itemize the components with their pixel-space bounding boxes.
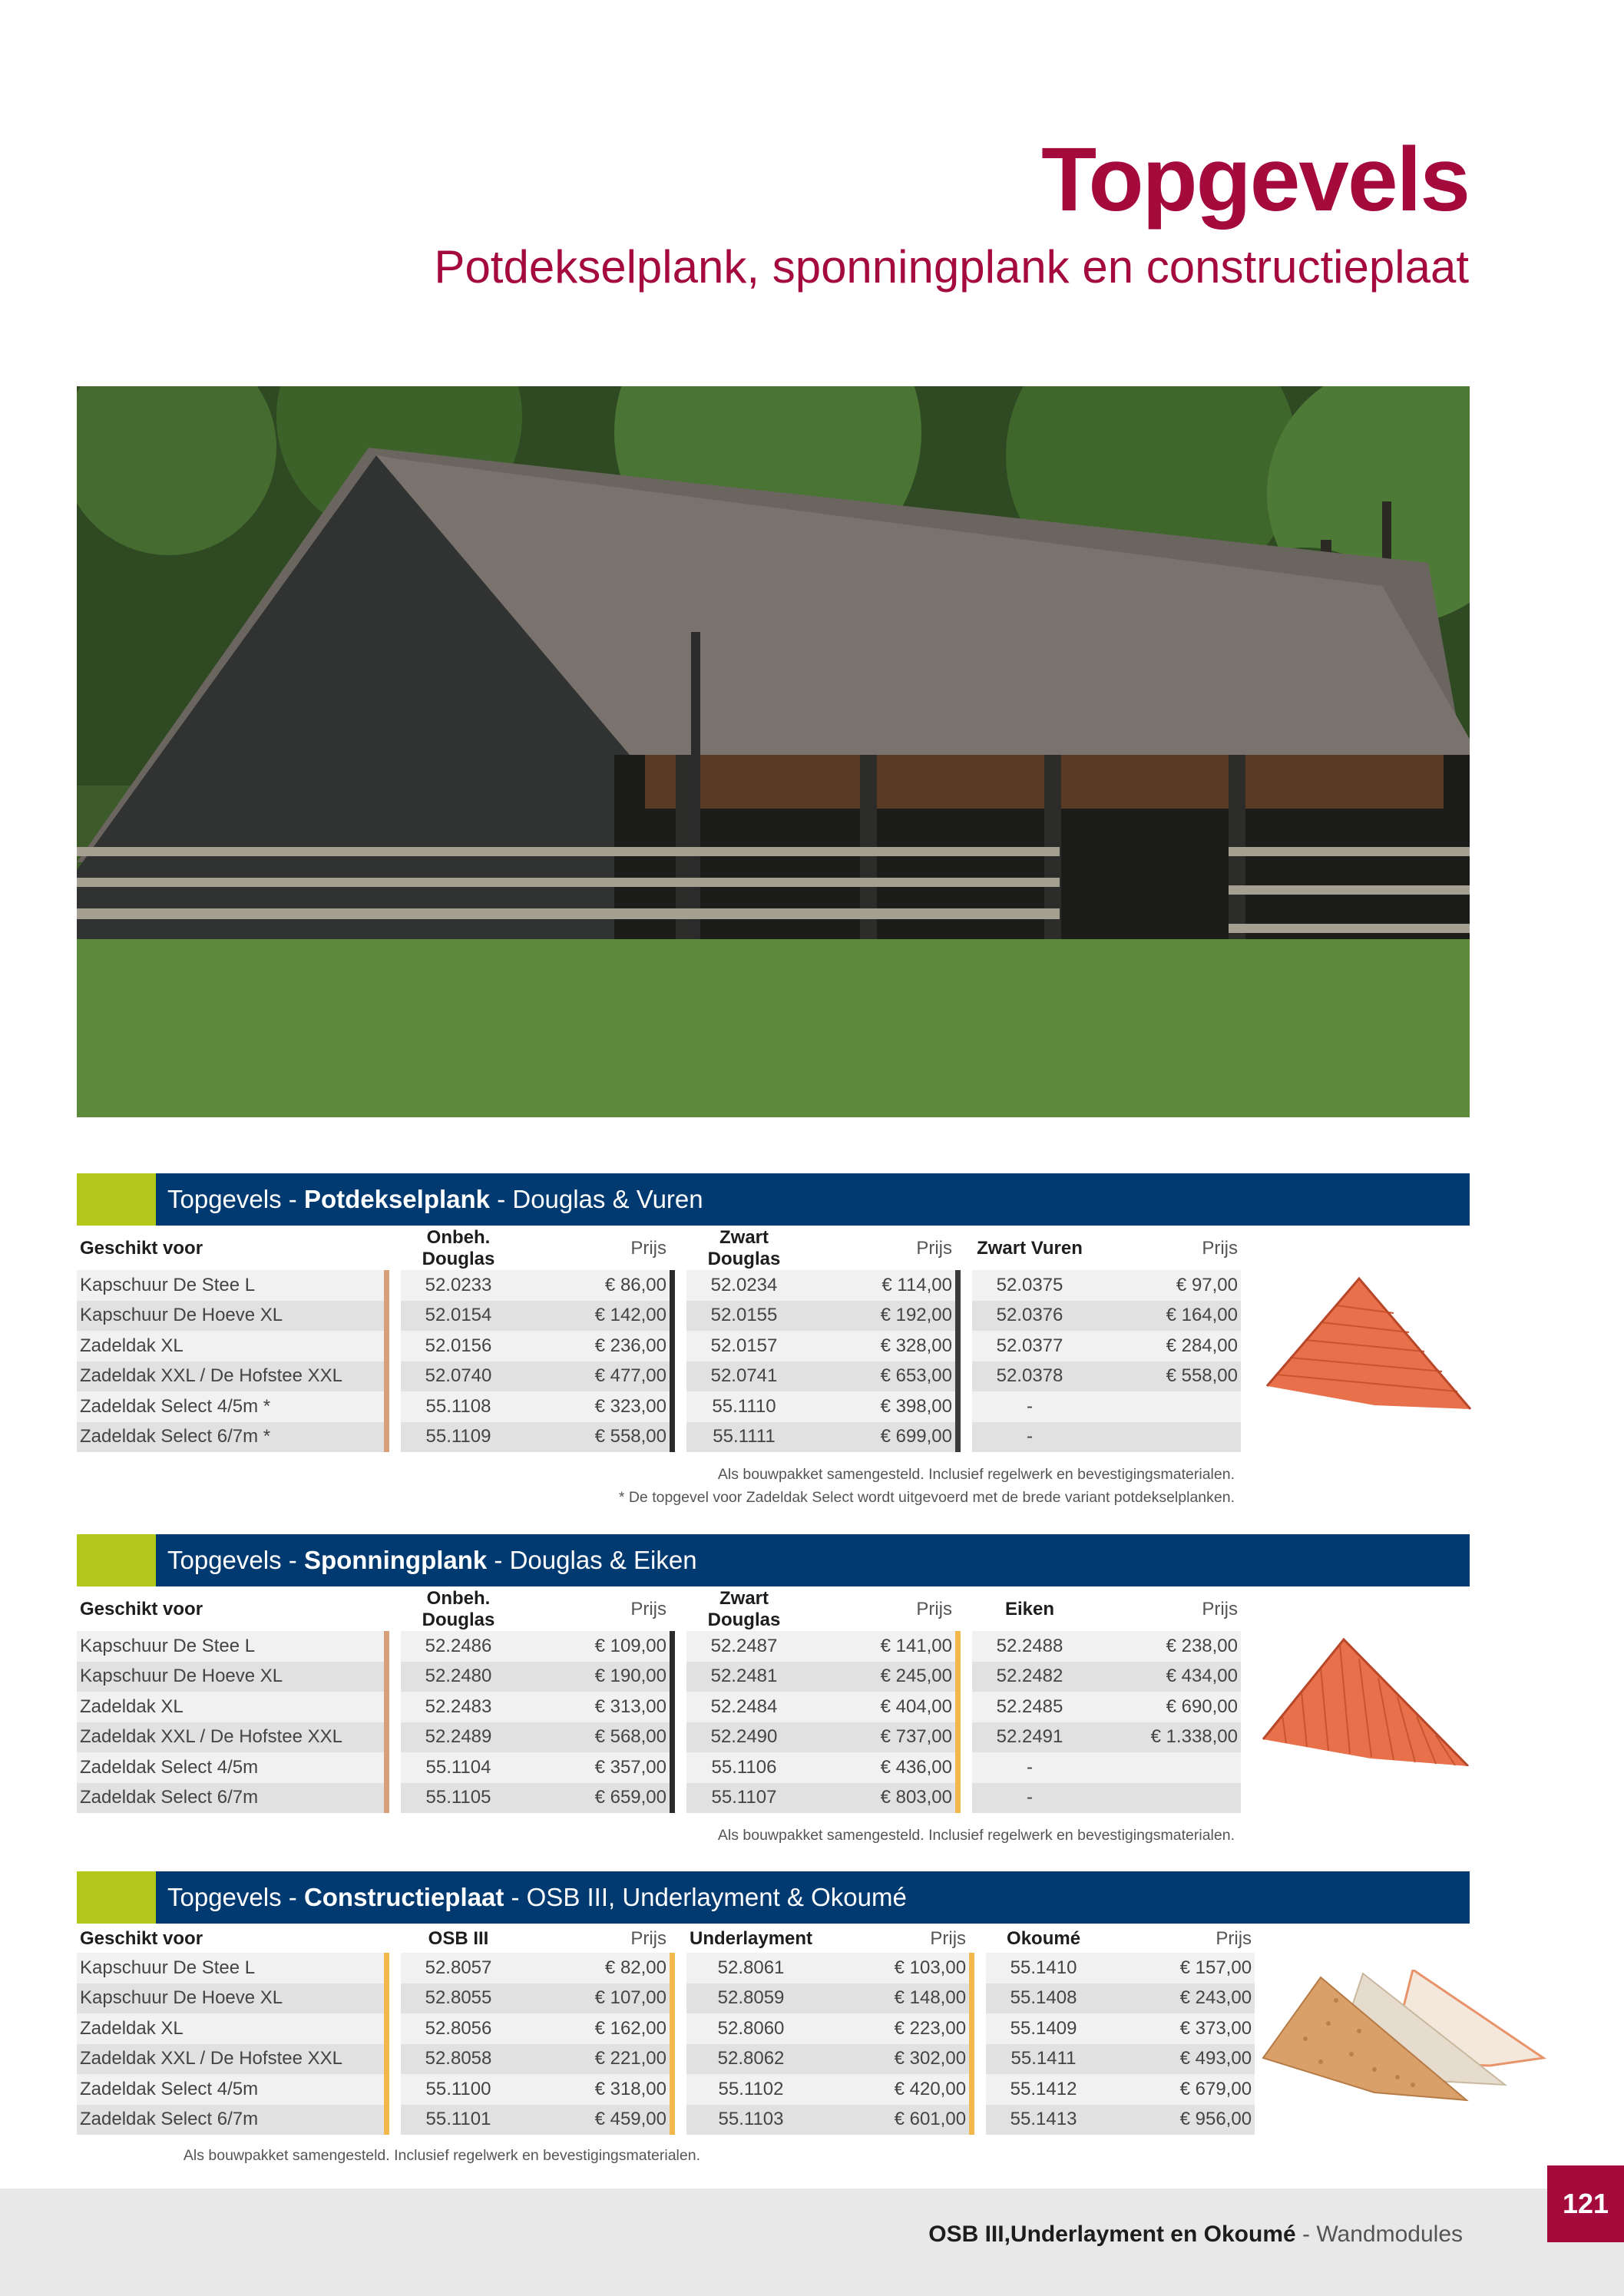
column-divider <box>670 1422 675 1453</box>
table-row <box>77 1270 1241 1301</box>
article-code: 52.2482 <box>972 1662 1087 1692</box>
article-code: 52.0375 <box>972 1270 1087 1301</box>
price-value: € 737,00 <box>802 1722 955 1753</box>
column-divider <box>670 2105 675 2136</box>
product-name: Zadeldak Select 4/5m <box>77 2074 384 2105</box>
price-value: € 157,00 <box>1101 1953 1255 1983</box>
col-header: Prijs <box>930 1928 967 1949</box>
article-code: 52.2480 <box>401 1662 516 1692</box>
col-header: OSB III <box>428 1928 489 1949</box>
price-value: € 109,00 <box>516 1631 670 1662</box>
price-value: € 956,00 <box>1101 2105 1255 2136</box>
price-value: € 803,00 <box>802 1783 955 1814</box>
column-divider <box>384 1722 389 1753</box>
article-code: 52.0377 <box>972 1331 1087 1361</box>
price-value: € 245,00 <box>802 1662 955 1692</box>
column-divider <box>670 1722 675 1753</box>
col-header: Prijs <box>630 1928 666 1949</box>
article-code: 52.0378 <box>972 1361 1087 1392</box>
article-code: 55.1104 <box>401 1752 516 1783</box>
article-code: 52.2491 <box>972 1722 1087 1753</box>
col-header: Underlayment <box>690 1928 813 1949</box>
product-name: Zadeldak Select 6/7m <box>77 2105 384 2136</box>
article-code: 52.8058 <box>401 2044 516 2075</box>
table-row <box>77 1331 1241 1361</box>
column-divider <box>384 1391 389 1422</box>
price-value: € 568,00 <box>516 1722 670 1753</box>
price-value: € 114,00 <box>802 1270 955 1301</box>
article-code: 52.8059 <box>686 1983 815 2014</box>
barn-photo <box>77 386 1470 1117</box>
article-code: 55.1411 <box>986 2044 1101 2075</box>
price-table <box>77 1227 1241 1452</box>
column-divider <box>955 1361 961 1392</box>
product-name: Kapschuur De Hoeve XL <box>77 1983 384 2014</box>
article-code: 52.0740 <box>401 1361 516 1392</box>
col-header: Zwart Vuren <box>977 1238 1083 1259</box>
price-value: € 477,00 <box>516 1361 670 1392</box>
col-header: Prijs <box>916 1238 952 1259</box>
article-code: - <box>972 1391 1087 1422</box>
section-header <box>77 1871 1470 1924</box>
column-divider <box>670 1662 675 1692</box>
col-header: Prijs <box>1202 1238 1238 1259</box>
price-value: € 328,00 <box>802 1331 955 1361</box>
column-divider <box>670 1391 675 1422</box>
column-divider <box>670 1953 675 1983</box>
column-divider <box>670 2074 675 2105</box>
product-name: Zadeldak XL <box>77 2013 384 2044</box>
price-value: € 302,00 <box>815 2044 969 2075</box>
price-value: € 690,00 <box>1087 1692 1241 1722</box>
price-value: € 82,00 <box>516 1953 670 1983</box>
article-code: 55.1103 <box>686 2105 815 2136</box>
price-value: € 236,00 <box>516 1331 670 1361</box>
table-row <box>77 1391 1241 1422</box>
price-value <box>1087 1783 1241 1814</box>
table-row <box>77 1722 1241 1753</box>
column-divider <box>955 1752 961 1783</box>
article-code: 52.2489 <box>401 1722 516 1753</box>
column-divider <box>670 1270 675 1301</box>
table-row <box>77 1983 1255 2014</box>
product-name: Kapschuur De Stee L <box>77 1953 384 1983</box>
article-code: 55.1105 <box>401 1783 516 1814</box>
price-value: € 284,00 <box>1087 1331 1241 1361</box>
col-header: Onbeh. Douglas <box>422 1227 495 1269</box>
col-header: Geschikt voor <box>80 1238 203 1259</box>
product-name: Kapschuur De Hoeve XL <box>77 1662 384 1692</box>
table-row <box>77 1361 1241 1392</box>
column-divider <box>969 1983 974 2014</box>
product-name: Zadeldak Select 6/7m <box>77 1783 384 1814</box>
article-code: 52.2490 <box>686 1722 802 1753</box>
article-code: 52.0234 <box>686 1270 802 1301</box>
article-code: 55.1408 <box>986 1983 1101 2014</box>
column-divider <box>384 1662 389 1692</box>
price-value: € 493,00 <box>1101 2044 1255 2075</box>
price-value: € 699,00 <box>802 1422 955 1453</box>
section-title: Topgevels - Potdekselplank - Douglas & Vuren <box>167 1185 703 1213</box>
product-name: Kapschuur De Stee L <box>77 1270 384 1301</box>
article-code: 55.1410 <box>986 1953 1101 1983</box>
table-row <box>77 2074 1255 2105</box>
article-code: 52.2485 <box>972 1692 1087 1722</box>
section-header <box>77 1534 1470 1586</box>
price-value: € 313,00 <box>516 1692 670 1722</box>
article-code: 55.1100 <box>401 2074 516 2105</box>
column-divider <box>384 1331 389 1361</box>
column-divider <box>670 1631 675 1662</box>
column-divider <box>670 2013 675 2044</box>
article-code: 52.0376 <box>972 1301 1087 1332</box>
footnote: Als bouwpakket samengesteld. Inclusief regelwerk en bevestigingsmaterialen. <box>717 1827 1235 1844</box>
section-title: Topgevels - Sponningplank - Douglas & Eiken <box>167 1546 697 1574</box>
table-row <box>77 1692 1241 1722</box>
column-divider <box>384 1422 389 1453</box>
column-divider <box>670 2044 675 2075</box>
col-header: Prijs <box>1202 1599 1238 1619</box>
col-header: Eiken <box>1004 1599 1055 1619</box>
price-value: € 148,00 <box>815 1983 969 2014</box>
product-name: Zadeldak XXL / De Hofstee XXL <box>77 1722 384 1753</box>
price-value: € 420,00 <box>815 2074 969 2105</box>
price-value: € 357,00 <box>516 1752 670 1783</box>
article-code: 55.1109 <box>401 1422 516 1453</box>
column-divider <box>670 1361 675 1392</box>
price-value: € 86,00 <box>516 1270 670 1301</box>
price-value <box>1087 1752 1241 1783</box>
column-divider <box>955 1391 961 1422</box>
potdekselplank-gable-illustration <box>1259 1275 1474 1413</box>
price-value: € 601,00 <box>815 2105 969 2136</box>
article-code: 52.0233 <box>401 1270 516 1301</box>
footer-text: OSB III,Underlayment en Okoumé - Wandmodules <box>928 2222 1463 2247</box>
price-value: € 434,00 <box>1087 1662 1241 1692</box>
price-value: € 436,00 <box>802 1752 955 1783</box>
price-value: € 318,00 <box>516 2074 670 2105</box>
article-code: - <box>972 1752 1087 1783</box>
article-code: 52.0156 <box>401 1331 516 1361</box>
section-accent <box>77 1173 156 1226</box>
column-divider <box>969 1953 974 1983</box>
col-header: Prijs <box>630 1238 666 1259</box>
constructieplaat-gable-illustration <box>1259 1970 1551 2108</box>
column-divider <box>955 1301 961 1332</box>
article-code: 55.1110 <box>686 1391 802 1422</box>
column-divider <box>384 1783 389 1814</box>
column-divider <box>384 2105 389 2136</box>
column-divider <box>670 1692 675 1722</box>
article-code: 52.2488 <box>972 1631 1087 1662</box>
column-divider <box>969 2044 974 2075</box>
article-code: 52.0155 <box>686 1301 802 1332</box>
column-divider <box>384 2074 389 2105</box>
column-divider <box>955 1331 961 1361</box>
price-value: € 243,00 <box>1101 1983 1255 2014</box>
col-header: Zwart Douglas <box>707 1227 781 1269</box>
table-row <box>77 1783 1241 1814</box>
price-value: € 190,00 <box>516 1662 670 1692</box>
section-header <box>77 1173 1470 1226</box>
product-name: Zadeldak Select 4/5m <box>77 1752 384 1783</box>
page-title: Topgevels <box>1041 129 1469 230</box>
table-row <box>77 1752 1241 1783</box>
column-divider <box>384 1270 389 1301</box>
price-value: € 192,00 <box>802 1301 955 1332</box>
section-accent <box>77 1534 156 1586</box>
article-code: 52.2486 <box>401 1631 516 1662</box>
column-divider <box>384 1983 389 2014</box>
price-value: € 223,00 <box>815 2013 969 2044</box>
price-value: € 142,00 <box>516 1301 670 1332</box>
article-code: 52.0157 <box>686 1331 802 1361</box>
product-name: Kapschuur De Hoeve XL <box>77 1301 384 1332</box>
table-row <box>77 2044 1255 2075</box>
column-divider <box>969 2074 974 2105</box>
price-value: € 679,00 <box>1101 2074 1255 2105</box>
price-value: € 323,00 <box>516 1391 670 1422</box>
product-name: Zadeldak XXL / De Hofstee XXL <box>77 1361 384 1392</box>
column-divider <box>955 1631 961 1662</box>
product-name: Zadeldak XL <box>77 1692 384 1722</box>
column-divider <box>384 1752 389 1783</box>
article-code: 55.1101 <box>401 2105 516 2136</box>
column-divider <box>955 1783 961 1814</box>
table-row <box>77 1953 1255 1983</box>
article-code: 55.1409 <box>986 2013 1101 2044</box>
price-value <box>1087 1391 1241 1422</box>
column-divider <box>670 1331 675 1361</box>
column-divider <box>670 1983 675 2014</box>
product-name: Zadeldak Select 4/5m * <box>77 1391 384 1422</box>
price-value: € 107,00 <box>516 1983 670 2014</box>
column-divider <box>384 1692 389 1722</box>
article-code: 55.1107 <box>686 1783 802 1814</box>
table-row <box>77 2013 1255 2044</box>
section-accent <box>77 1871 156 1924</box>
price-value: € 459,00 <box>516 2105 670 2136</box>
article-code: 52.8061 <box>686 1953 815 1983</box>
page-subtitle: Potdekselplank, sponningplank en constructieplaat <box>434 241 1469 293</box>
column-divider <box>384 1361 389 1392</box>
column-divider <box>955 1270 961 1301</box>
product-name: Kapschuur De Stee L <box>77 1631 384 1662</box>
column-divider <box>384 1631 389 1662</box>
section-title: Topgevels - Constructieplaat - OSB III, Underlayment & Okoumé <box>167 1883 907 1911</box>
column-divider <box>384 2013 389 2044</box>
price-value: € 141,00 <box>802 1631 955 1662</box>
article-code: 55.1412 <box>986 2074 1101 2105</box>
col-header: Prijs <box>1216 1928 1252 1949</box>
price-value: € 162,00 <box>516 2013 670 2044</box>
article-code: 55.1108 <box>401 1391 516 1422</box>
article-code: 55.1413 <box>986 2105 1101 2136</box>
article-code: 52.8060 <box>686 2013 815 2044</box>
column-divider <box>384 1301 389 1332</box>
column-divider <box>955 1422 961 1453</box>
table-row <box>77 1662 1241 1692</box>
price-value: € 221,00 <box>516 2044 670 2075</box>
price-value: € 373,00 <box>1101 2013 1255 2044</box>
price-table <box>77 1588 1241 1813</box>
price-value: € 404,00 <box>802 1692 955 1722</box>
article-code: 55.1102 <box>686 2074 815 2105</box>
article-code: 55.1106 <box>686 1752 802 1783</box>
table-row <box>77 1631 1241 1662</box>
article-code: 52.2483 <box>401 1692 516 1722</box>
article-code: 52.2481 <box>686 1662 802 1692</box>
sponningplank-gable-illustration <box>1259 1636 1474 1766</box>
table-row <box>77 1422 1241 1453</box>
article-code: 52.0741 <box>686 1361 802 1392</box>
price-value: € 103,00 <box>815 1953 969 1983</box>
price-value: € 653,00 <box>802 1361 955 1392</box>
footnote: * De topgevel voor Zadeldak Select wordt uitgevoerd met de brede variant potdekselplanken. <box>618 1489 1235 1506</box>
column-divider <box>670 1752 675 1783</box>
column-divider <box>384 2044 389 2075</box>
col-header: Prijs <box>630 1599 666 1619</box>
price-value: € 97,00 <box>1087 1270 1241 1301</box>
footnote: Als bouwpakket samengesteld. Inclusief regelwerk en bevestigingsmaterialen. <box>717 1466 1235 1483</box>
article-code: 52.2487 <box>686 1631 802 1662</box>
article-code: 52.2484 <box>686 1692 802 1722</box>
price-value: € 164,00 <box>1087 1301 1241 1332</box>
price-value: € 558,00 <box>516 1422 670 1453</box>
price-value: € 398,00 <box>802 1391 955 1422</box>
col-header: Okoumé <box>1007 1928 1081 1949</box>
column-divider <box>670 1783 675 1814</box>
article-code: 52.8055 <box>401 1983 516 2014</box>
product-name: Zadeldak XXL / De Hofstee XXL <box>77 2044 384 2075</box>
column-divider <box>969 2105 974 2136</box>
article-code: - <box>972 1783 1087 1814</box>
price-value: € 659,00 <box>516 1783 670 1814</box>
article-code: 52.8057 <box>401 1953 516 1983</box>
price-value <box>1087 1422 1241 1453</box>
col-header: Geschikt voor <box>80 1928 203 1949</box>
col-header: Prijs <box>916 1599 952 1619</box>
column-divider <box>384 1953 389 1983</box>
price-value: € 1.338,00 <box>1087 1722 1241 1753</box>
col-header: Onbeh. Douglas <box>422 1588 495 1630</box>
column-divider <box>955 1692 961 1722</box>
product-name: Zadeldak XL <box>77 1331 384 1361</box>
column-divider <box>955 1722 961 1753</box>
article-code: 52.8062 <box>686 2044 815 2075</box>
col-header: Geschikt voor <box>80 1599 203 1619</box>
column-divider <box>969 2013 974 2044</box>
article-code: - <box>972 1422 1087 1453</box>
product-name: Zadeldak Select 6/7m * <box>77 1422 384 1453</box>
col-header: Zwart Douglas <box>707 1588 781 1630</box>
page-number: 121 <box>1547 2165 1624 2242</box>
price-value: € 238,00 <box>1087 1631 1241 1662</box>
price-table <box>77 1925 1255 2135</box>
column-divider <box>670 1301 675 1332</box>
table-row <box>77 2105 1255 2136</box>
table-row <box>77 1301 1241 1332</box>
footnote: Als bouwpakket samengesteld. Inclusief regelwerk en bevestigingsmaterialen. <box>183 2147 700 2164</box>
article-code: 52.0154 <box>401 1301 516 1332</box>
column-divider <box>955 1662 961 1692</box>
article-code: 52.8056 <box>401 2013 516 2044</box>
price-value: € 558,00 <box>1087 1361 1241 1392</box>
article-code: 55.1111 <box>686 1422 802 1453</box>
